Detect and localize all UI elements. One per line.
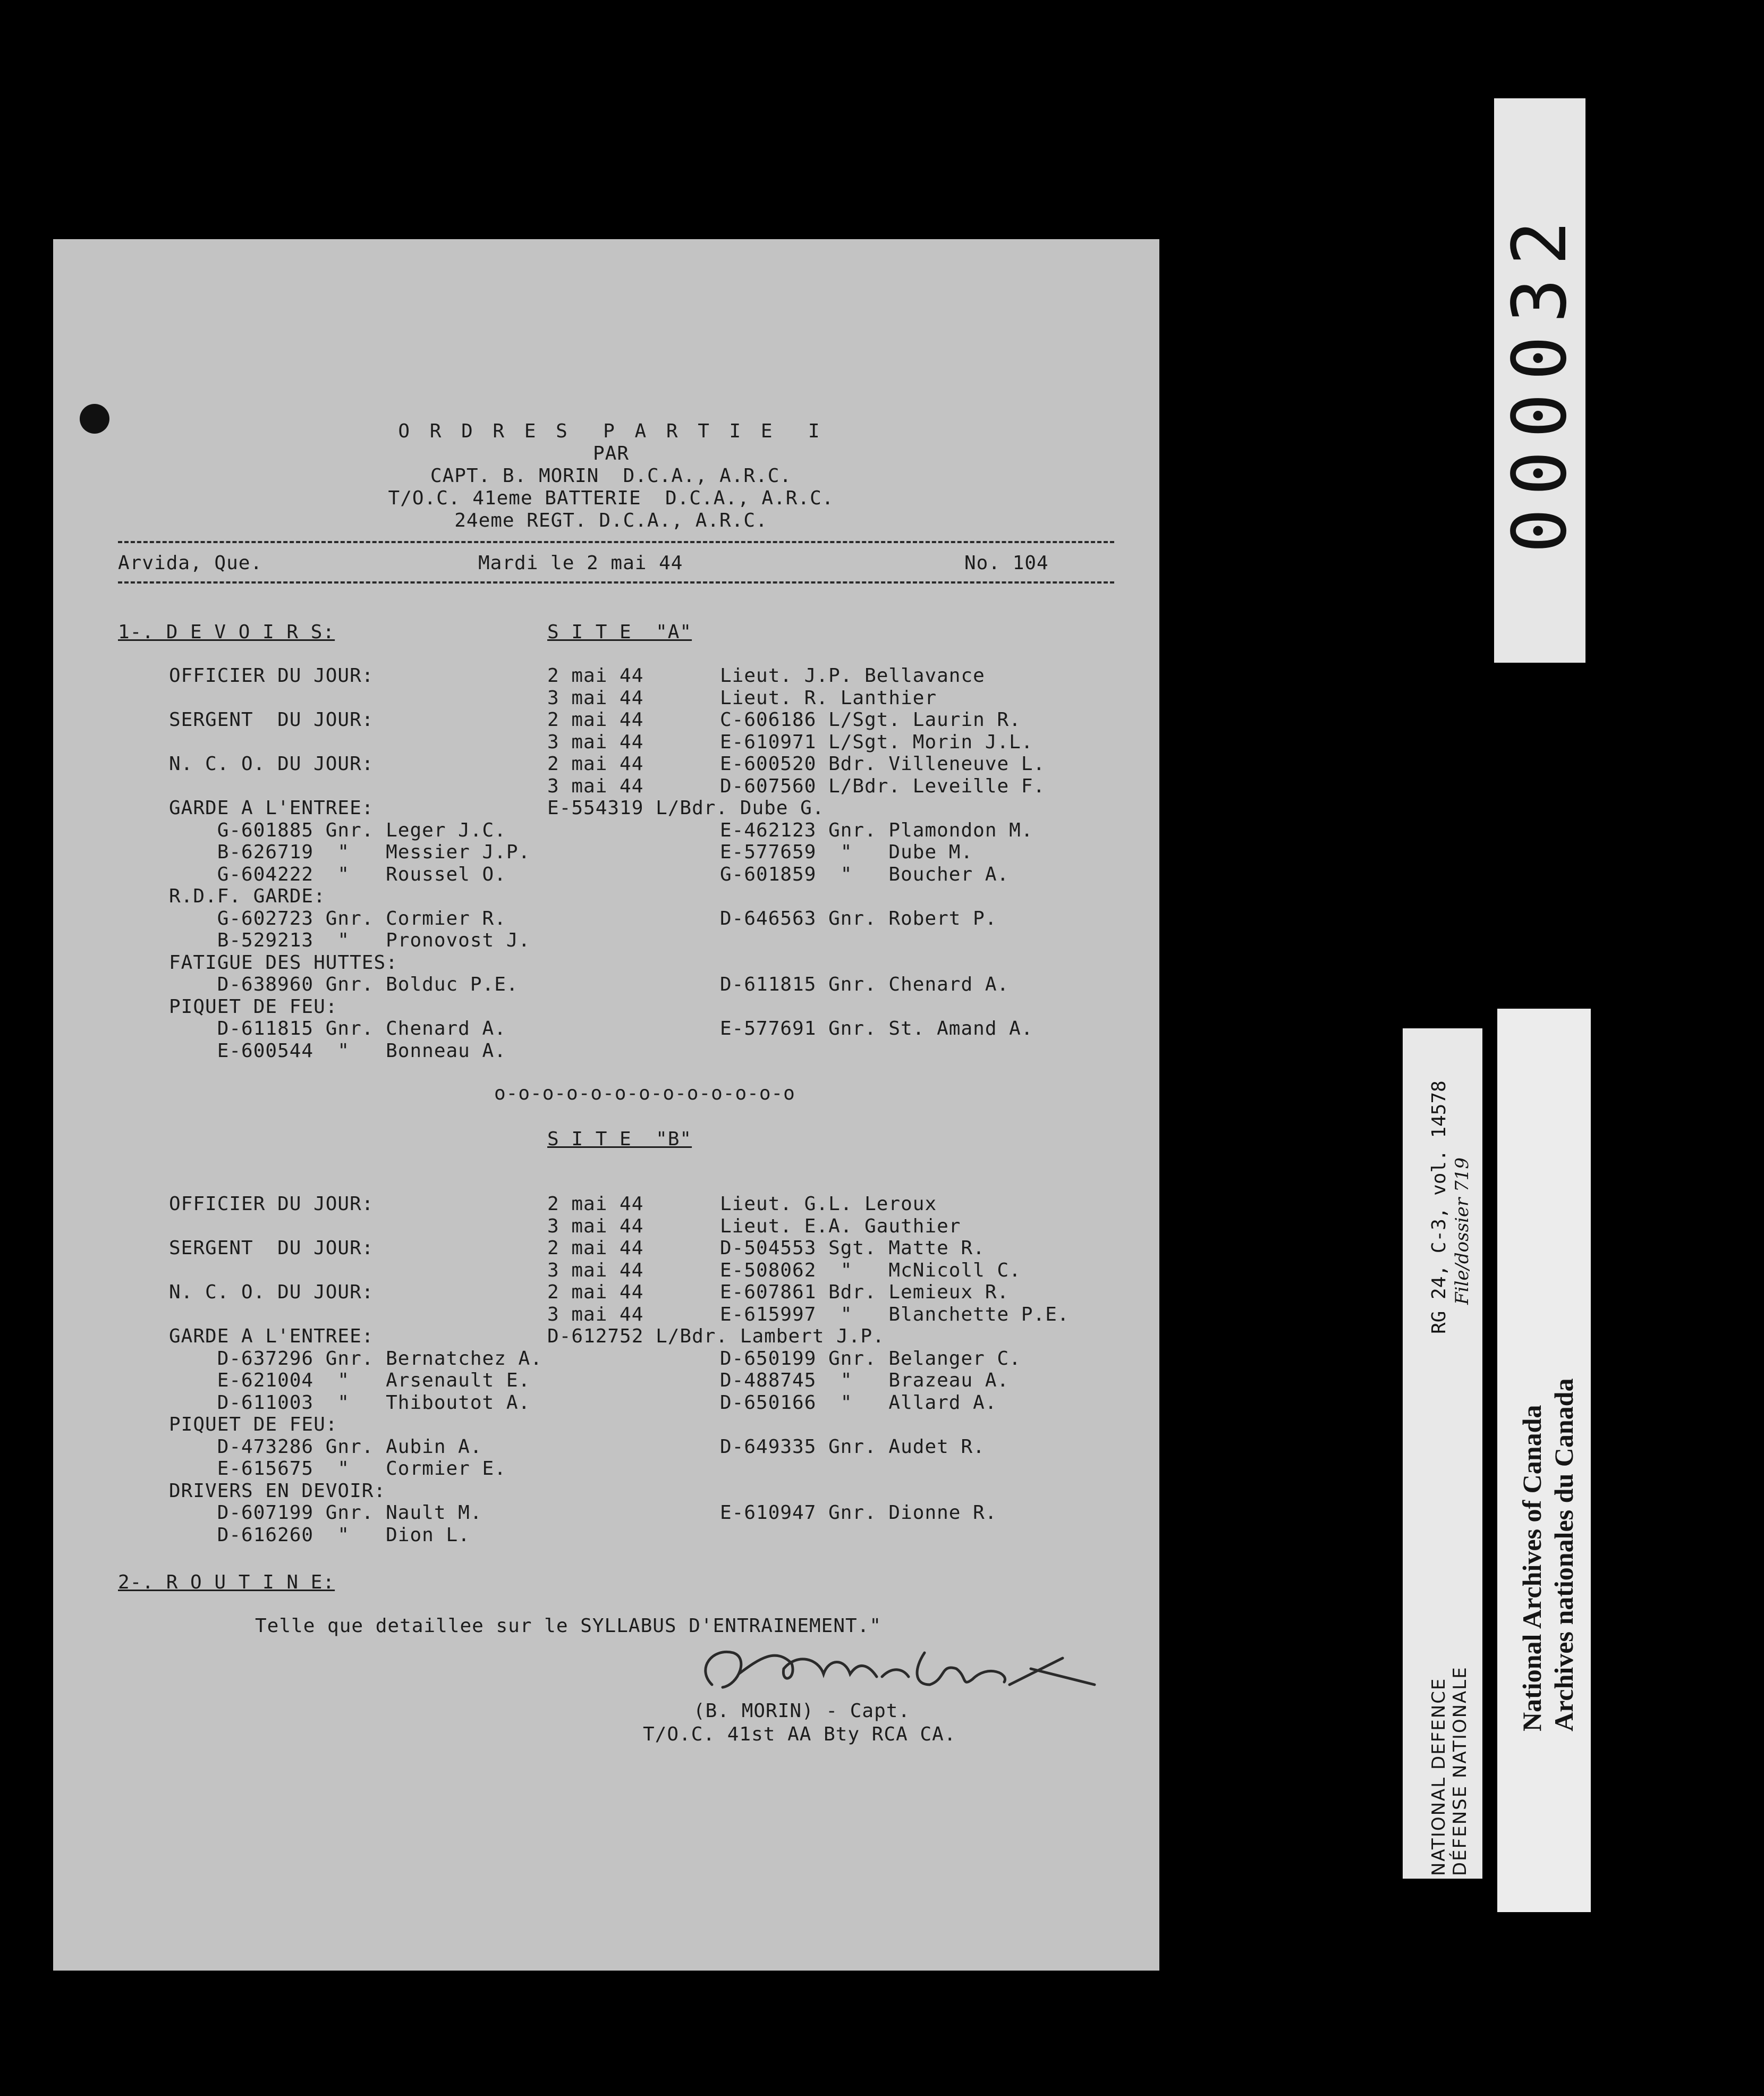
duty-line-col3: D-488745 " Brazeau A. (720, 1370, 1010, 1391)
section-routine-heading: 2-. R O U T I N E: (118, 1571, 335, 1593)
duty-line-col3: E-615997 " Blanchette P.E. (720, 1303, 1070, 1325)
regiment-line: 24eme REGT. D.C.A., A.R.C. (454, 510, 768, 531)
order-par: PAR (592, 443, 630, 464)
duty-line-col1: B-626719 " Messier J.P. (169, 841, 531, 863)
duty-line-col3: E-577659 " Dube M. (720, 841, 973, 863)
duty-line-col3: E-610947 Gnr. Dionne R. (720, 1502, 997, 1524)
duty-line-col1: OFFICIER DU JOUR: (169, 665, 374, 687)
duty-line-col1: GARDE A L'ENTREE: (169, 1325, 374, 1347)
duty-line-col3: E-508062 " McNicoll C. (720, 1259, 1021, 1281)
duty-line-col1: G-601885 Gnr. Leger J.C. (169, 819, 506, 841)
archive-file: File/dossier 719 (1452, 1157, 1473, 1305)
duty-line-col1: G-602723 Gnr. Cormier R. (169, 907, 506, 929)
duty-line-col3: E-462123 Gnr. Plamondon M. (720, 819, 1033, 841)
duty-line-col2: 3 mai 44 (547, 1215, 644, 1237)
duty-line-col3: D-646563 Gnr. Robert P. (720, 907, 997, 929)
duty-line-col1: E-621004 " Arsenault E. (169, 1370, 531, 1391)
duty-line-col3: Lieut. G.L. Leroux (720, 1193, 937, 1215)
duty-line-col1: D-616260 " Dion L. (169, 1524, 470, 1546)
duty-line-col1: FATIGUE DES HUTTES: (169, 951, 398, 974)
duty-line-col3: D-504553 Sgt. Matte R. (720, 1237, 985, 1259)
duty-line-col3: D-650166 " Allard A. (720, 1391, 997, 1414)
duty-line-col1: OFFICIER DU JOUR: (169, 1193, 374, 1215)
duty-line-col3: Lieut. R. Lanthier (720, 687, 937, 709)
divider (118, 541, 1114, 543)
unit-line: T/O.C. 41eme BATTERIE D.C.A., A.R.C. (388, 487, 834, 509)
duty-line-col2: 2 mai 44 (547, 1193, 644, 1215)
routine-text: Telle que detaillee sur le SYLLABUS D'ENTRAINEMENT." (255, 1615, 882, 1637)
duty-line-col1: D-611003 " Thiboutot A. (169, 1391, 531, 1414)
dept-fr: DÉFENSE NATIONALE (1449, 1666, 1471, 1876)
duty-line-col3: E-607861 Bdr. Lemieux R. (720, 1281, 1010, 1303)
duty-line-col1: D-638960 Gnr. Bolduc P.E. (169, 974, 519, 995)
duty-line-col1: N. C. O. DU JOUR: (169, 1281, 374, 1303)
signatory-name: (B. MORIN) - Capt. (693, 1700, 911, 1722)
archives-fr: Archives nationales du Canada (1549, 1378, 1579, 1731)
duty-line-col3: E-610971 L/Sgt. Morin J.L. (720, 731, 1033, 753)
duty-line-col1: D-473286 Gnr. Aubin A. (169, 1435, 482, 1458)
duty-line-col3: G-601859 " Boucher A. (720, 863, 1010, 885)
duty-line-col2: 3 mai 44 (547, 687, 644, 709)
duty-line-col3: D-607560 L/Bdr. Leveille F. (720, 775, 1046, 797)
duty-line-col1: D-611815 Gnr. Chenard A. (169, 1018, 506, 1039)
duty-line-col1: N. C. O. DU JOUR: (169, 753, 374, 775)
duty-line-col1: PIQUET DE FEU: (169, 995, 338, 1018)
duty-line-col2: 2 mai 44 (547, 1237, 644, 1259)
reference-label (1403, 1028, 1482, 1879)
order-date: Mardi le 2 mai 44 (478, 552, 683, 574)
issuer-line: CAPT. B. MORIN D.C.A., A.R.C. (430, 465, 792, 487)
duty-line-col3: E-577691 Gnr. St. Amand A. (720, 1018, 1033, 1039)
order-number: No. 104 (964, 552, 1049, 574)
handwritten-signature (691, 1637, 1116, 1706)
archives-en: National Archives of Canada (1517, 1405, 1547, 1731)
duty-line-col1: E-615675 " Cormier E. (169, 1458, 506, 1480)
duty-line-col2: 2 mai 44 (547, 1281, 644, 1303)
separator: o-o-o-o-o-o-o-o-o-o-o-o-o (494, 1083, 795, 1104)
duty-line-col1: B-529213 " Pronovost J. (169, 929, 531, 951)
duty-line-col1: PIQUET DE FEU: (169, 1414, 338, 1435)
duty-line-col3: D-649335 Gnr. Audet R. (720, 1435, 985, 1458)
duty-line-col1: D-607199 Gnr. Nault M. (169, 1502, 482, 1524)
duty-line-col3: Lieut. J.P. Bellavance (720, 665, 985, 687)
frame-number-strip (1494, 98, 1585, 663)
signatory-title: T/O.C. 41st AA Bty RCA CA. (643, 1723, 956, 1745)
duty-line-col1: G-604222 " Roussel O. (169, 863, 506, 885)
duty-line-col2: 3 mai 44 (547, 775, 644, 797)
site-a-title: S I T E "A" (547, 621, 692, 643)
duty-line-col1: DRIVERS EN DEVOIR: (169, 1480, 386, 1502)
archives-label (1497, 1009, 1591, 1912)
order-title: O R D R E S P A R T I E I (398, 420, 824, 442)
duty-line-col3: D-650199 Gnr. Belanger C. (720, 1347, 1021, 1370)
place: Arvida, Que. (118, 552, 263, 574)
frame-number: 000032 (1496, 208, 1583, 553)
duty-line-col1: SERGENT DU JOUR: (169, 709, 374, 731)
duty-line-col2: 3 mai 44 (547, 1259, 644, 1281)
section-devoirs-heading: 1-. D E V O I R S: (118, 621, 335, 643)
duty-line-col3: E-600520 Bdr. Villeneuve L. (720, 753, 1046, 775)
duty-line-col2: 2 mai 44 (547, 665, 644, 687)
dept-en: NATIONAL DEFENCE (1428, 1677, 1449, 1876)
duty-line-col1: SERGENT DU JOUR: (169, 1237, 374, 1259)
punch-hole (80, 404, 109, 434)
site-b-title: S I T E "B" (547, 1128, 692, 1150)
duty-line-col2: 3 mai 44 (547, 731, 644, 753)
duty-line-col1: R.D.F. GARDE: (169, 885, 326, 907)
duty-line-col1: E-600544 " Bonneau A. (169, 1039, 506, 1062)
duty-line-col2: E-554319 L/Bdr. Dube G. (547, 797, 825, 819)
duty-line-col3: C-606186 L/Sgt. Laurin R. (720, 709, 1021, 731)
duty-line-col2: D-612752 L/Bdr. Lambert J.P. (547, 1325, 885, 1347)
duty-line-col2: 2 mai 44 (547, 709, 644, 731)
duty-line-col2: 2 mai 44 (547, 753, 644, 775)
duty-line-col2: 3 mai 44 (547, 1303, 644, 1325)
duty-line-col3: D-611815 Gnr. Chenard A. (720, 974, 1010, 995)
duty-line-col3: Lieut. E.A. Gauthier (720, 1215, 961, 1237)
duty-line-col1: D-637296 Gnr. Bernatchez A. (169, 1347, 542, 1370)
divider (118, 581, 1114, 584)
duty-line-col1: GARDE A L'ENTREE: (169, 797, 374, 819)
archive-reference: RG 24, C-3, vol. 14578 (1428, 1080, 1450, 1334)
